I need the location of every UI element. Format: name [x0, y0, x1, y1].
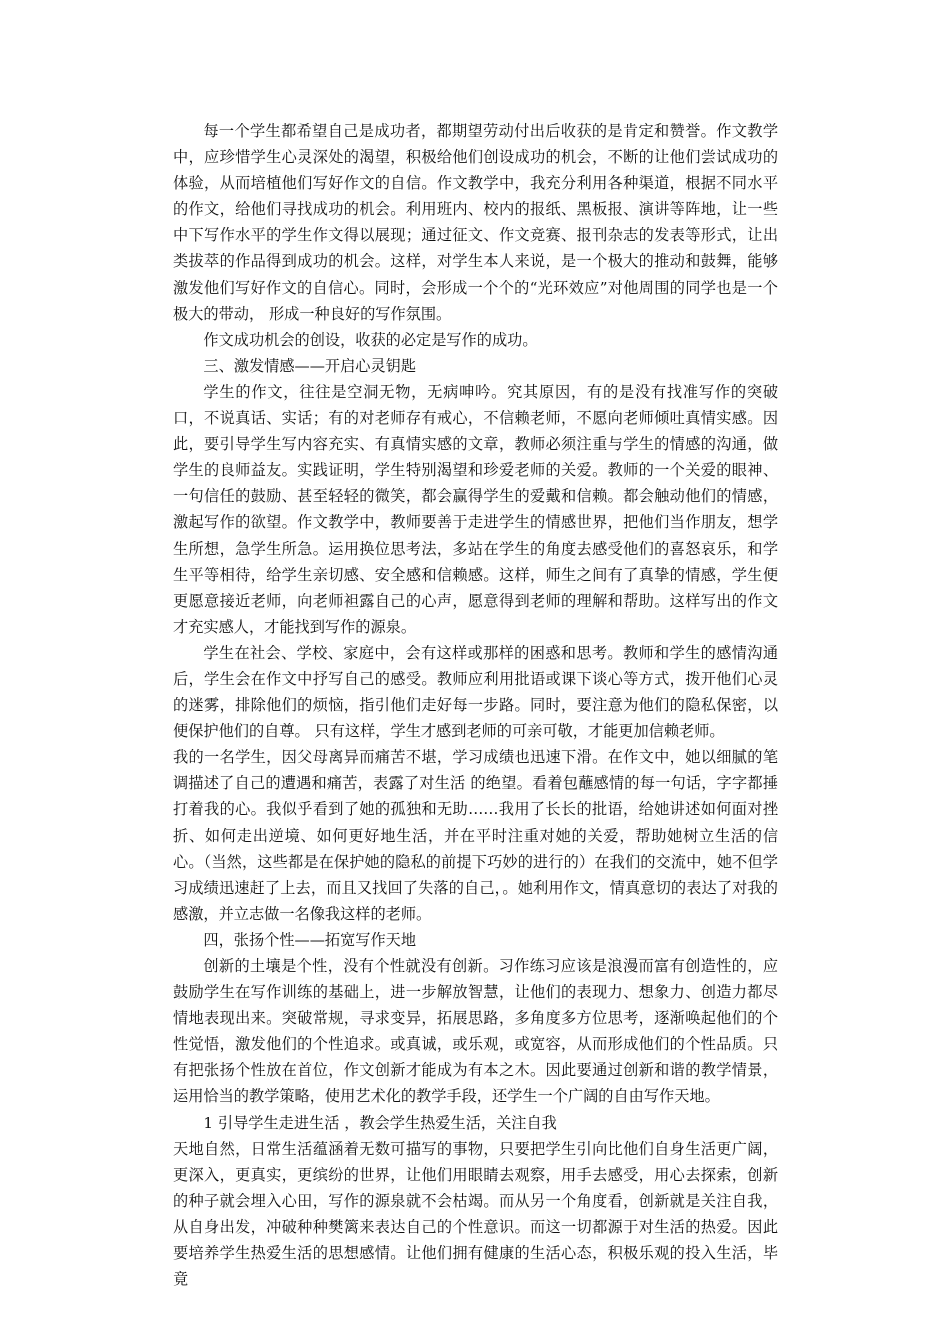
section-heading-3: 三、激发情感——开启心灵钥匙: [203, 356, 417, 375]
paragraph-individuality: 创新的土壤是个性，没有个性就没有创新。习作练习应该是浪漫而富有创造性的，应鼓励学生在写作训练的基础上，进一步解放智慧，让他们的表现力、想象力、创造力都尽情地表现出来。突破常规，寻求变异，拓展思路，多角度多方位思考，逐渐唤起他们的个性觉悟，激发他们的个性追求。或真诚，或乐观，或宽容，从而形成他们的个性品质。只有把张扬个性放在首位，作文创新才能成为有本之木。因此要通过创新和谐的教学情景，运用恰当的教学策略，使用艺术化的教学手段，还学生一个广阔的自由写作天地。: [173, 957, 778, 1106]
paragraph-emotion: 学生的作文，往往是空洞无物，无病呻吟。究其原因，有的是没有找准写作的突破口，不说真话、实话；有的对老师存有戒心，不信赖老师，不愿向老师倾吐真情实感。因此，要引导学生写内容充实、有真情实感的文章，教师必须注重与学生的情感的沟通，做学生的良师益友。实践证明，学生特别渴望和珍爱老师的关爱。教师的一个关爱的眼神、一句信任的鼓励、甚至轻轻的微笑，都会赢得学生的爱戴和信赖。都会触动他们的情感，激起写作的欲望。作文教学中，教师要善于走进学生的情感世界，把他们当作朋友，想学生所想，急学生所急。运用换位思考法，多站在学生的角度去感受他们的喜怒哀乐，和学生平等相待，给学生亲切感、安全感和信赖感。这样，师生之间有了真挚的情感，学生便更愿意接近老师，向老师袒露自己的心声，愿意得到老师的理解和帮助。这样写出的作文才充实感人，才能找到写作的源泉。: [173, 382, 778, 636]
paragraph-communication: 学生在社会、学校、家庭中，会有这样或那样的困惑和思考。教师和学生的感情沟通后，学生会在作文中抒写自己的感受。教师应利用批语或课下谈心等方式，拨开他们心灵的迷雾，排除他们的烦恼，指引他们走好每一步路。同时，要注意为他们的隐私保密，以便保护他们的自尊。 只有这样，学生才感到老师的可亲可敬，才能更加信赖老师。: [173, 643, 778, 741]
document-body: [173, 118, 778, 1292]
paragraph-success-summary: 作文成功机会的创设，收获的必定是写作的成功。: [203, 330, 538, 349]
paragraph-success: 每一个学生都希望自己是成功者，都期望劳动付出后收获的是肯定和赞誉。作文教学中，应珍惜学生心灵深处的渴望，积极给他们创设成功的机会，不断的让他们尝试成功的体验，从而培植他们写好作文的自信。作文教学中，我充分利用各种渠道，根据不同水平的作文，给他们寻找成功的机会。利用班内、校内的报纸、黑板报、演讲等阵地，让一些中下写作水平的学生作文得以展现；通过征文、作文竞赛、报刊杂志的发表等形式，让出类拔萃的作品得到成功的机会。这样，对学生本人来说，是一个极大的推动和鼓舞，能够激发他们写好作文的自信心。同时，会形成一个个的“光环效应”对他周围的同学也是一个极大的带动， 形成一种良好的写作氛围。: [173, 122, 778, 323]
paragraph-life: 天地自然，日常生活蕴涵着无数可描写的事物，只要把学生引向比他们自身生活更广阔，更深入，更真实，更缤纷的世界，让他们用眼睛去观察，用手去感受，用心去探索，创新的种子就会埋入心田，写作的源泉就不会枯竭。而从另一个角度看，创新就是关注自我，从自身出发，冲破种种樊篱来表达自己的个性意识。而这一切都源于对生活的热爱。因此要培养学生热爱生活的思想感情。让他们拥有健康的生活心态，积极乐观的投入生活，毕竟: [173, 1139, 778, 1289]
section-heading-4: 四，张扬个性——拓宽写作天地: [203, 930, 417, 949]
paragraph-student-story: 我的一名学生，因父母离异而痛苦不堪，学习成绩也迅速下滑。在作文中，她以细腻的笔调描述了自己的遭遇和痛苦，表露了对生活 的绝望。看着包蘸感情的每一句话，字字都捶打着我的心。我似乎看到了她的孤独和无助……我用了长长的批语，给她讲述如何面对挫折、如何走出逆境、如何更好地生活，并在平时注重对她的关爱，帮助她树立生活的信心。（当然，这些都是在保护她的隐私的前提下巧妙的进行的）在我们的交流中，她不但学习成绩迅速赶了上去，而且又找回了失落的自己，。她利用作文，情真意切的表达了对我的感激，并立志做一名像我这样的老师。: [173, 748, 778, 923]
subsection-heading-1: 1 引导学生走进生活 ，教会学生热爱生活，关注自我: [203, 1113, 557, 1132]
